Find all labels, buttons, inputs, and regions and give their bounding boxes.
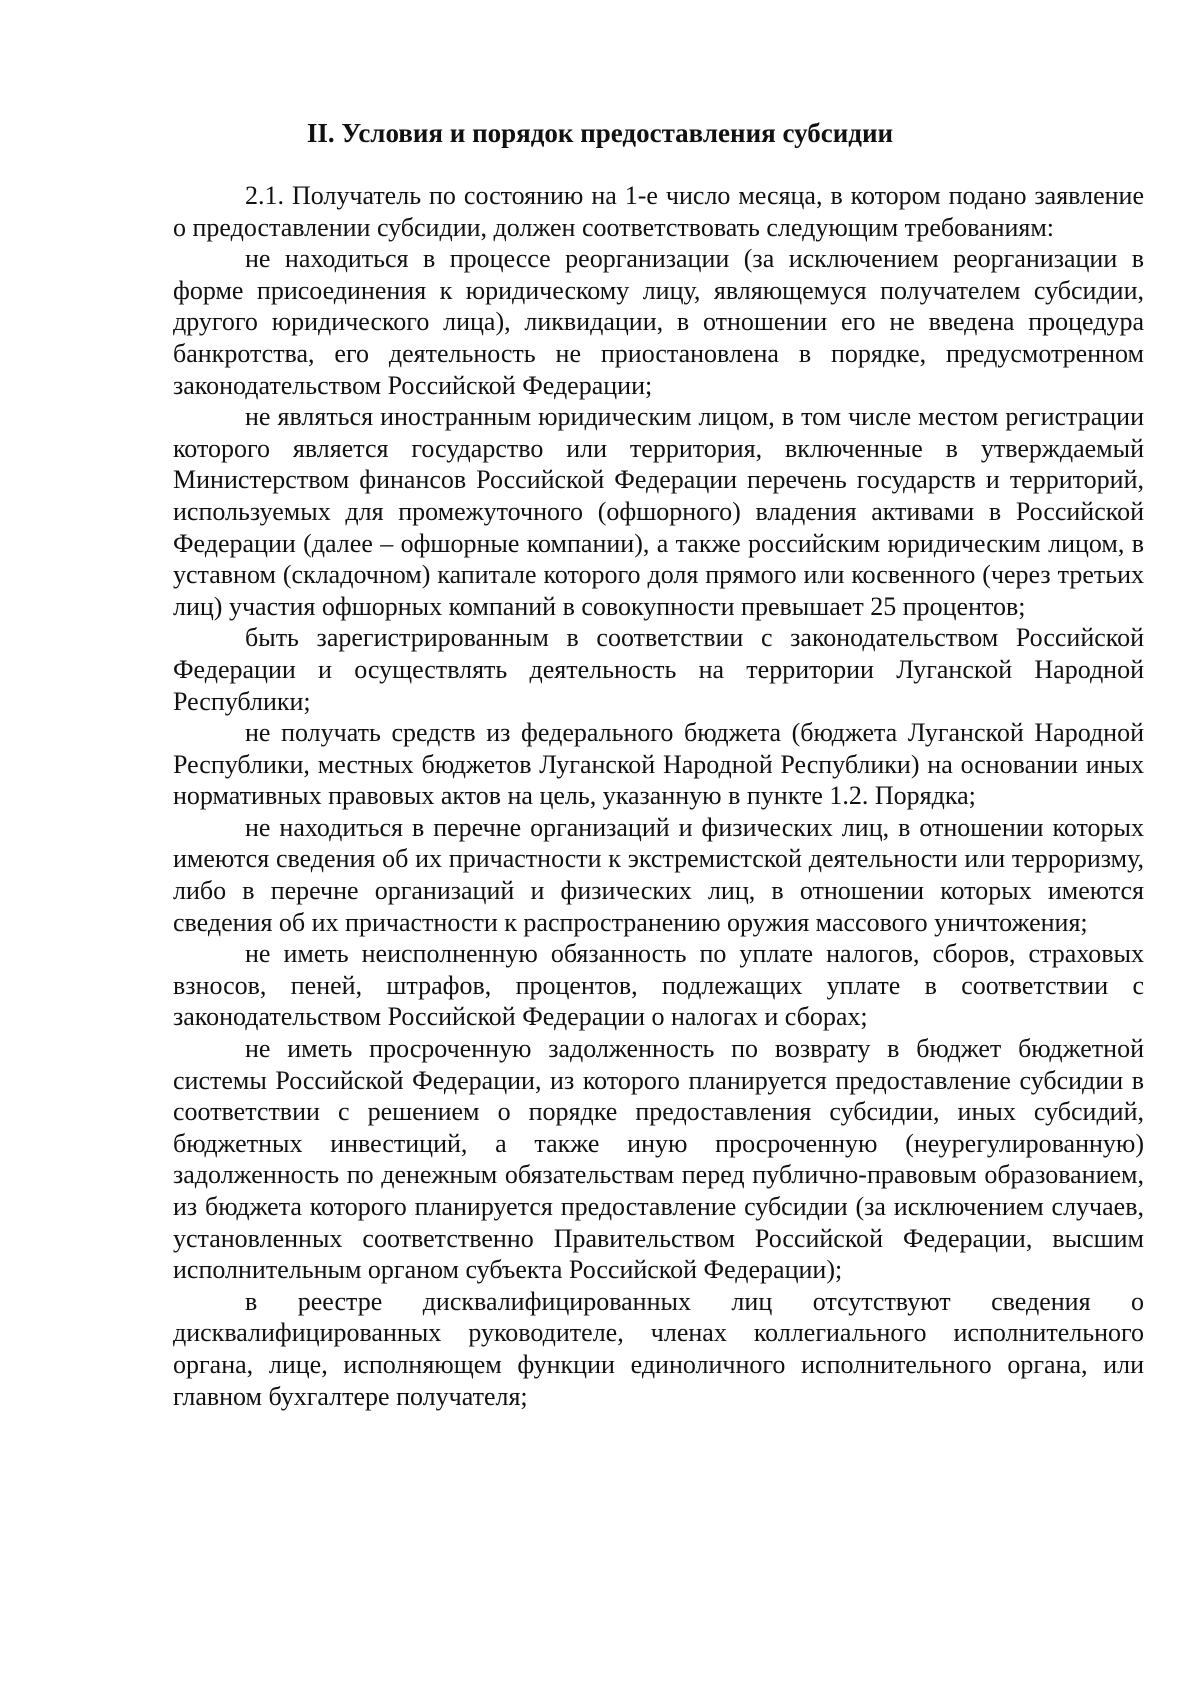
requirement-no-other-funds: не получать средств из федерального бюджета (бюджета Луганской Народной Республики, местных бюджетов Луганской Народной Республики) на основании иных нормативных правовых актов на цель, указанную в пункте 1.2. Порядка; <box>173 718 1144 811</box>
section-heading: II. Условия и порядок предоставления субсидии <box>306 118 894 148</box>
requirement-not-disqualified: в реестре дисквалифицированных лиц отсутствуют сведения о дисквалифицированных руководителе, членах коллегиального исполнительного органа, лице, исполняющем функции единоличного исполнительного органа, или главном бухгалтере получателя; <box>173 1286 1144 1411</box>
document-body <box>173 180 1144 1412</box>
paragraph-2-1: 2.1. Получатель по состоянию на 1-е число месяца, в котором подано заявление о предоставлении субсидии, должен соответствовать следующим требованиям: <box>173 181 1144 242</box>
requirement-not-in-extremism-list: не находиться в перечне организаций и физических лиц, в отношении которых имеются сведения об их причастности к экстремистской деятельности или терроризму, либо в перечне организаций и физических лиц, в отношении которых имеются сведения об их причастности к распространению оружия массового уничтожения; <box>173 812 1144 937</box>
requirement-not-foreign-entity: не являться иностранным юридическим лицом, в том числе местом регистрации которого является государство или территория, включенные в утверждаемый Министерством финансов Российской Федерации перечень государств и территорий, используемых для промежуточного (офшорного) владения активами в Российской Федерации (далее – офшорные компании), а также российским юридическим лицом, в уставном (складочном) капитале которого доля прямого или косвенного (через третьих лиц) участия офшорных компаний в совокупности превышает 25 процентов; <box>173 402 1144 621</box>
requirement-no-overdue-debt: не иметь просроченную задолженность по возврату в бюджет бюджетной системы Российской Федерации, из которого планируется предоставление субсидии в соответствии с решением о порядке предоставления субсидии, иных субсидий, бюджетных инвестиций, а также иную просроченную (неурегулированную) задолженность по денежным обязательствам перед публично-правовым образованием, из бюджета которого планируется предоставление субсидии (за исключением случаев, установленных соответственно Правительством Российской Федерации, высшим исполнительным органом субъекта Российской Федерации); <box>173 1034 1144 1285</box>
requirement-no-reorganization: не находиться в процессе реорганизации (за исключением реорганизации в форме присоединения к юридическому лицу, являющемуся получателем субсидии, другого юридического лица), ликвидации, в отношении его не введена процедура банкротства, его деятельность не приостановлена в порядке, предусмотренном законодательством Российской Федерации; <box>173 244 1144 400</box>
requirement-no-tax-debt: не иметь неисполненную обязанность по уплате налогов, сборов, страховых взносов, пеней, штрафов, процентов, подлежащих уплате в соответствии с законодательством Российской Федерации о налогах и сборах; <box>173 939 1144 1032</box>
requirement-registered: быть зарегистрированным в соответствии с законодательством Российской Федерации и осуществлять деятельность на территории Луганской Народной Республики; <box>173 623 1144 716</box>
